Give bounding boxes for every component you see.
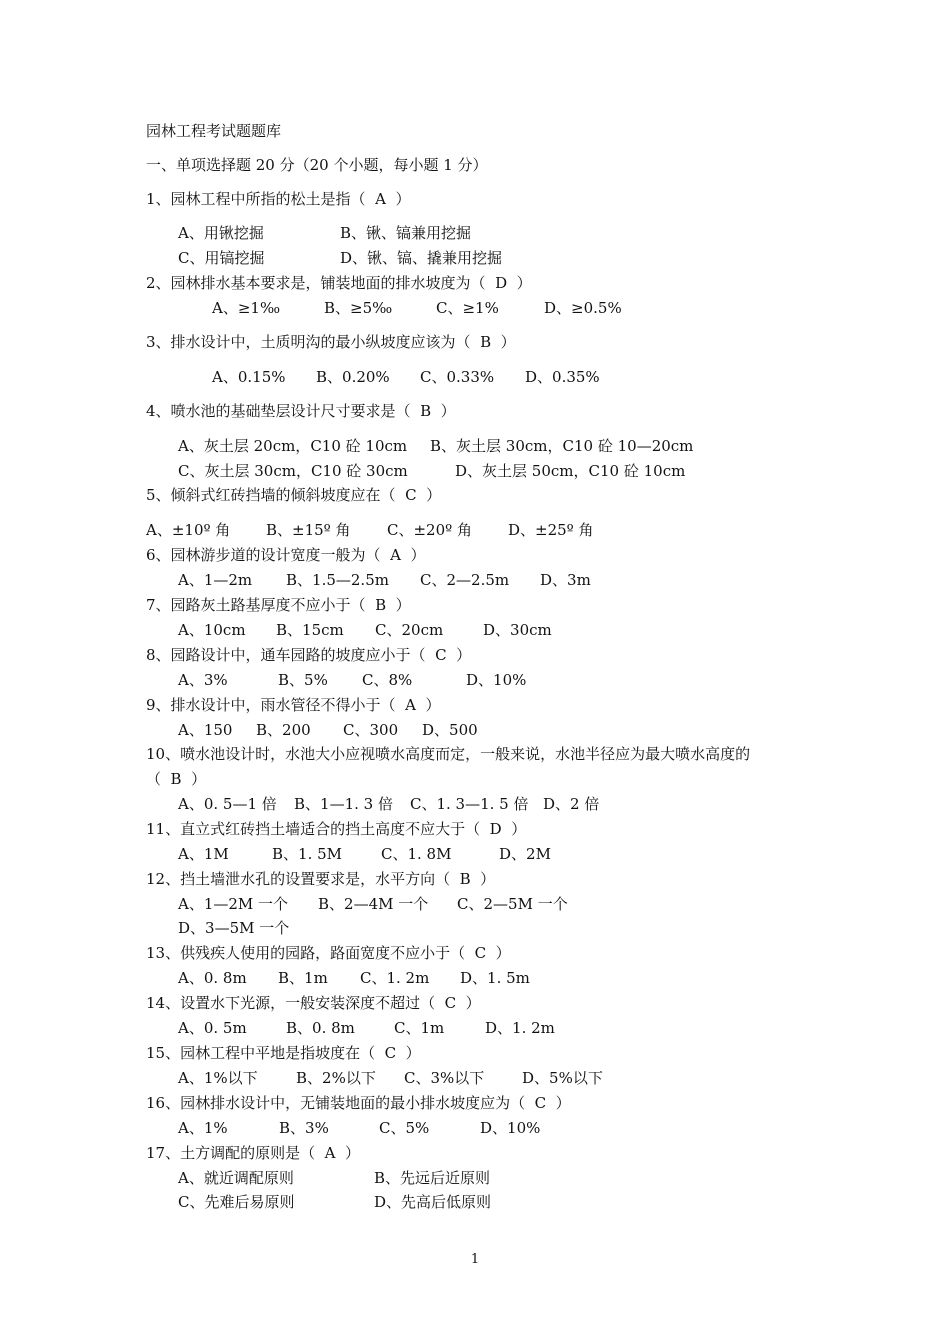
option: A、灰土层 20cm，C10 砼 10cm	[178, 437, 408, 455]
option: D、30cm	[483, 621, 552, 639]
question-stem: 6、园林游步道的设计宽度一般为（ A ）	[146, 546, 426, 564]
page-number: 1	[470, 1252, 480, 1267]
question-stem: 3、排水设计中，土质明沟的最小纵坡度应该为（ B ）	[146, 333, 516, 351]
option: B、2%以下	[296, 1069, 376, 1087]
question-stem: 14、设置水下光源，一般安装深度不超过（ C ）	[146, 994, 481, 1012]
option: D、2M	[499, 845, 551, 863]
question-stem: 7、园路灰土路基厚度不应小于（ B ）	[146, 596, 411, 614]
question-stem: 12、挡土墙泄水孔的设置要求是，水平方向（ B ）	[146, 870, 496, 888]
option: C、用镐挖掘	[178, 249, 265, 267]
option: A、1%	[178, 1119, 228, 1137]
option: D、5%以下	[522, 1069, 603, 1087]
question-stem: 9、排水设计中，雨水管径不得小于（ A ）	[146, 696, 441, 714]
option: D、3m	[540, 571, 591, 589]
option: C、300	[343, 721, 399, 739]
option: C、2—5M 一个	[457, 895, 568, 913]
question-stem: 17、土方调配的原则是（ A ）	[146, 1144, 360, 1162]
option: A、1—2m	[178, 571, 253, 589]
option: B、200	[256, 721, 311, 739]
option: B、3%	[279, 1119, 329, 1137]
question-stem: 2、园林排水基本要求是，铺装地面的排水坡度为（ D ）	[146, 274, 532, 292]
option: D、3—5M 一个	[178, 919, 290, 937]
option: D、0.35%	[525, 368, 600, 386]
option: B、1. 5M	[272, 845, 343, 863]
question-stem: 15、园林工程中平地是指坡度在（ C ）	[146, 1044, 421, 1062]
question-stem-continued: （ B ）	[146, 770, 207, 788]
option: D、1. 5m	[460, 969, 530, 987]
question-stem: 11、直立式红砖挡土墙适合的挡土高度不应大于（ D ）	[146, 820, 527, 838]
option: D、灰土层 50cm，C10 砼 10cm	[455, 462, 686, 480]
option: C、20cm	[375, 621, 444, 639]
option: B、±15º 角	[266, 521, 351, 539]
option: C、3%以下	[404, 1069, 485, 1087]
option: B、灰土层 30cm，C10 砼 10—20cm	[430, 437, 694, 455]
option: C、8%	[362, 671, 413, 689]
option: B、2—4M 一个	[318, 895, 429, 913]
option: D、1. 2m	[485, 1019, 555, 1037]
option: B、1m	[278, 969, 328, 987]
option: A、0. 8m	[178, 969, 247, 987]
option: D、10%	[480, 1119, 541, 1137]
option: C、0.33%	[420, 368, 495, 386]
option: B、≥5‰	[324, 299, 393, 317]
option: B、0.20%	[316, 368, 390, 386]
option: B、5%	[278, 671, 328, 689]
option: A、1%以下	[178, 1069, 258, 1087]
option: D、±25º 角	[508, 521, 594, 539]
option: A、0.15%	[212, 368, 286, 386]
option: D、10%	[466, 671, 527, 689]
option: A、就近调配原则	[178, 1169, 294, 1187]
option: D、≥0.5%	[544, 299, 622, 317]
option: A、1—2M 一个	[178, 895, 289, 913]
option: B、锹、镐兼用挖掘	[340, 224, 472, 242]
option: C、2—2.5m	[420, 571, 510, 589]
question-stem: 16、园林排水设计中，无铺装地面的最小排水坡度应为（ C ）	[146, 1094, 571, 1112]
option: C、灰土层 30cm，C10 砼 30cm	[178, 462, 408, 480]
option: B、1—1. 3 倍	[294, 795, 393, 813]
option: C、±20º 角	[387, 521, 472, 539]
option: D、2 倍	[543, 795, 600, 813]
question-stem: 4、喷水池的基础垫层设计尺寸要求是（ B ）	[146, 402, 456, 420]
document-title: 园林工程考试题题库	[146, 122, 282, 140]
option: C、1. 3—1. 5 倍	[410, 795, 529, 813]
option: A、150	[178, 721, 233, 739]
question-stem: 13、供残疾人使用的园路，路面宽度不应小于（ C ）	[146, 944, 511, 962]
section-heading: 一、单项选择题 20 分（20 个小题，每小题 1 分）	[146, 156, 488, 174]
option: D、先高后低原则	[374, 1193, 492, 1211]
option: B、1.5—2.5m	[286, 571, 389, 589]
option: C、≥1%	[436, 299, 499, 317]
option: A、1M	[178, 845, 229, 863]
question-stem: 5、倾斜式红砖挡墙的倾斜坡度应在（ C ）	[146, 486, 442, 504]
option: C、先难后易原则	[178, 1193, 295, 1211]
option: C、5%	[379, 1119, 430, 1137]
question-stem: 1、园林工程中所指的松土是指（ A ）	[146, 190, 411, 208]
option: C、1. 2m	[360, 969, 430, 987]
option: A、0. 5—1 倍	[178, 795, 277, 813]
option: C、1. 8M	[381, 845, 452, 863]
question-stem: 10、喷水池设计时，水池大小应视喷水高度而定，一般来说，水池半径应为最大喷水高度的	[146, 745, 751, 763]
option: B、0. 8m	[286, 1019, 355, 1037]
option: C、1m	[394, 1019, 445, 1037]
option: A、3%	[178, 671, 228, 689]
option: A、≥1‰	[212, 299, 281, 317]
option: B、15cm	[276, 621, 344, 639]
option: D、500	[422, 721, 478, 739]
option: B、先远后近原则	[374, 1169, 491, 1187]
option: A、用锹挖掘	[178, 224, 264, 242]
option: D、锹、镐、撬兼用挖掘	[340, 249, 503, 267]
question-stem: 8、园路设计中，通车园路的坡度应小于（ C ）	[146, 646, 472, 664]
option: A、10cm	[178, 621, 246, 639]
option: A、0. 5m	[178, 1019, 247, 1037]
option: A、±10º 角	[146, 521, 231, 539]
